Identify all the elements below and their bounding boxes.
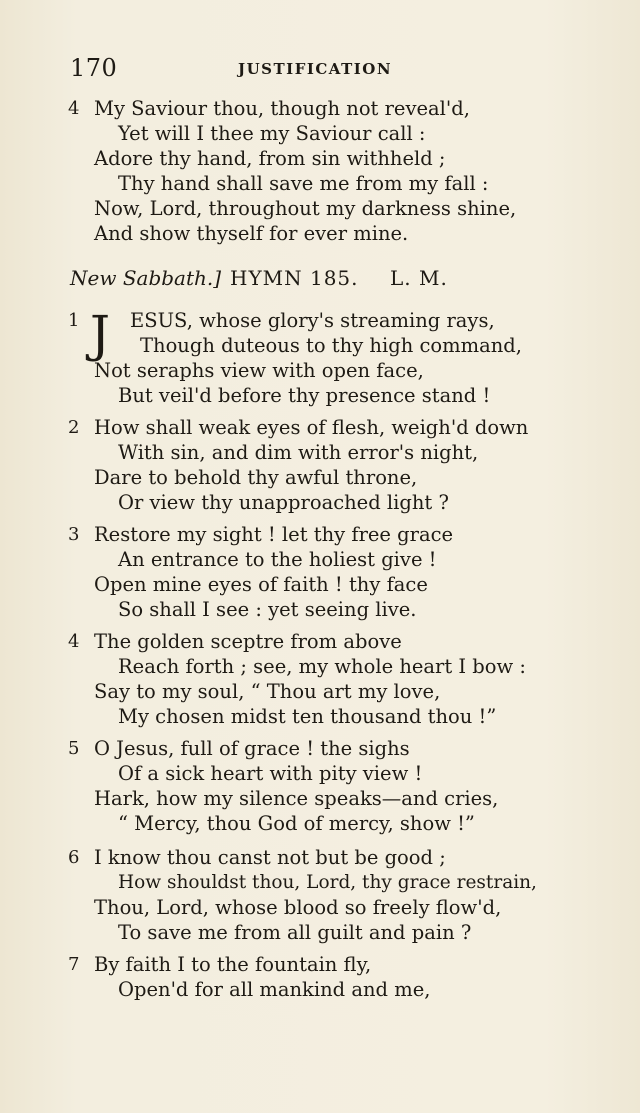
stanza-line-text: ESUS, whose glory's streaming rays,	[130, 309, 495, 332]
stanza-line	[68, 358, 588, 383]
stanza-line	[68, 920, 568, 945]
stanza-6	[68, 845, 568, 945]
stanza-line-text: With sin, and dim with error's night,	[118, 441, 479, 464]
drop-cap: J	[90, 305, 111, 363]
stanza-line-text: But veil'd before thy presence stand !	[118, 384, 491, 407]
stanza-line	[68, 845, 568, 870]
stanza-line	[68, 870, 568, 895]
stanza-line-text: The golden sceptre from above	[94, 630, 402, 653]
stanza-line	[68, 761, 568, 786]
stanza-number: 5	[68, 738, 80, 759]
stanza-line-text: Reach forth ; see, my whole heart I bow :	[118, 655, 526, 678]
stanza-line	[68, 736, 568, 761]
stanza-line	[68, 977, 568, 1002]
stanza-line-text: Adore thy hand, from sin withheld ;	[94, 147, 446, 170]
stanza-line-text: Thou, Lord, whose blood so freely flow'd,	[94, 896, 502, 919]
stanza-line-text: Though duteous to thy high command,	[140, 334, 522, 357]
stanza-line	[68, 597, 568, 622]
hymn-title: HYMN 185.	[230, 266, 359, 290]
stanza-number: 1	[68, 310, 80, 331]
stanza-line-text: Of a sick heart with pity view !	[118, 762, 423, 785]
stanza-line	[68, 952, 568, 977]
stanza-4	[68, 629, 568, 729]
stanza-line-text: An entrance to the holiest give !	[118, 548, 437, 571]
stanza-line-text: To save me from all guilt and pain ?	[118, 921, 472, 944]
stanza-line-text: Now, Lord, throughout my darkness shine,	[94, 197, 517, 220]
stanza-line-text: Say to my soul, “ Thou art my love,	[94, 680, 441, 703]
stanza-line-text: And show thyself for ever mine.	[94, 222, 409, 245]
stanza-line-text: I know thou canst not but be good ;	[94, 846, 446, 869]
stanza-line-text: O Jesus, full of grace ! the sighs	[94, 737, 410, 760]
stanza-line	[68, 629, 568, 654]
stanza-7	[68, 952, 568, 1002]
stanza-line	[68, 146, 568, 171]
stanza-line	[68, 786, 568, 811]
stanza-line-text: Or view thy unapproached light ?	[118, 491, 449, 514]
stanza-previous-4	[68, 96, 568, 246]
stanza-line-text: Yet will I thee my Saviour call :	[118, 122, 426, 145]
stanza-line-text: How shouldst thou, Lord, thy grace restrain,	[118, 872, 537, 893]
stanza-line-text: Not seraphs view with open face,	[94, 359, 424, 382]
stanza-line	[68, 490, 568, 515]
stanza-line	[68, 415, 568, 440]
page-header	[70, 54, 590, 86]
stanza-line	[68, 679, 568, 704]
stanza-line-text: Restore my sight ! let thy free grace	[94, 523, 454, 546]
tune-name: New Sabbath.]	[70, 266, 222, 290]
stanza-line	[68, 171, 568, 196]
stanza-3	[68, 522, 568, 622]
stanza-line-text: Thy hand shall save me from my fall :	[118, 172, 489, 195]
running-head: JUSTIFICATION	[238, 60, 393, 78]
stanza-line	[68, 522, 568, 547]
stanza-line	[68, 465, 568, 490]
stanza-number: 3	[68, 524, 80, 545]
stanza-2	[68, 415, 568, 515]
stanza-line-text: Open mine eyes of faith ! thy face	[94, 573, 428, 596]
page-number: 170	[70, 54, 118, 82]
stanza-line	[68, 121, 568, 146]
stanza-line	[68, 221, 568, 246]
stanza-line	[68, 572, 568, 597]
stanza-number: 7	[68, 954, 80, 975]
stanza-number: 6	[68, 847, 80, 868]
stanza-5	[68, 736, 568, 836]
stanza-line-text: Dare to behold thy awful throne,	[94, 466, 418, 489]
stanza-line-text: So shall I see : yet seeing live.	[118, 598, 417, 621]
stanza-line-text: My Saviour thou, though not reveal'd,	[94, 97, 470, 120]
stanza-line-text: How shall weak eyes of flesh, weigh'd down	[94, 416, 529, 439]
stanza-line	[68, 440, 568, 465]
stanza-number: 4	[68, 98, 80, 119]
stanza-line	[68, 547, 568, 572]
stanza-line-text: By faith I to the fountain fly,	[94, 953, 372, 976]
stanza-line	[68, 96, 568, 121]
stanza-line	[68, 383, 588, 408]
stanza-line	[68, 811, 568, 836]
stanza-number: 4	[68, 631, 80, 652]
stanza-line-text: Open'd for all mankind and me,	[118, 978, 431, 1001]
stanza-line	[68, 704, 568, 729]
stanza-line-text: My chosen midst ten thousand thou !”	[118, 705, 497, 728]
stanza-line	[68, 196, 568, 221]
stanza-number: 2	[68, 417, 80, 438]
stanza-line-text: “ Mercy, thou God of mercy, show !”	[118, 812, 475, 835]
stanza-line-text: Hark, how my silence speaks—and cries,	[94, 787, 499, 810]
hymn-meter: L. M.	[390, 266, 448, 290]
stanza-line	[68, 654, 568, 679]
hymn-heading	[70, 266, 570, 296]
stanza-line	[68, 895, 568, 920]
